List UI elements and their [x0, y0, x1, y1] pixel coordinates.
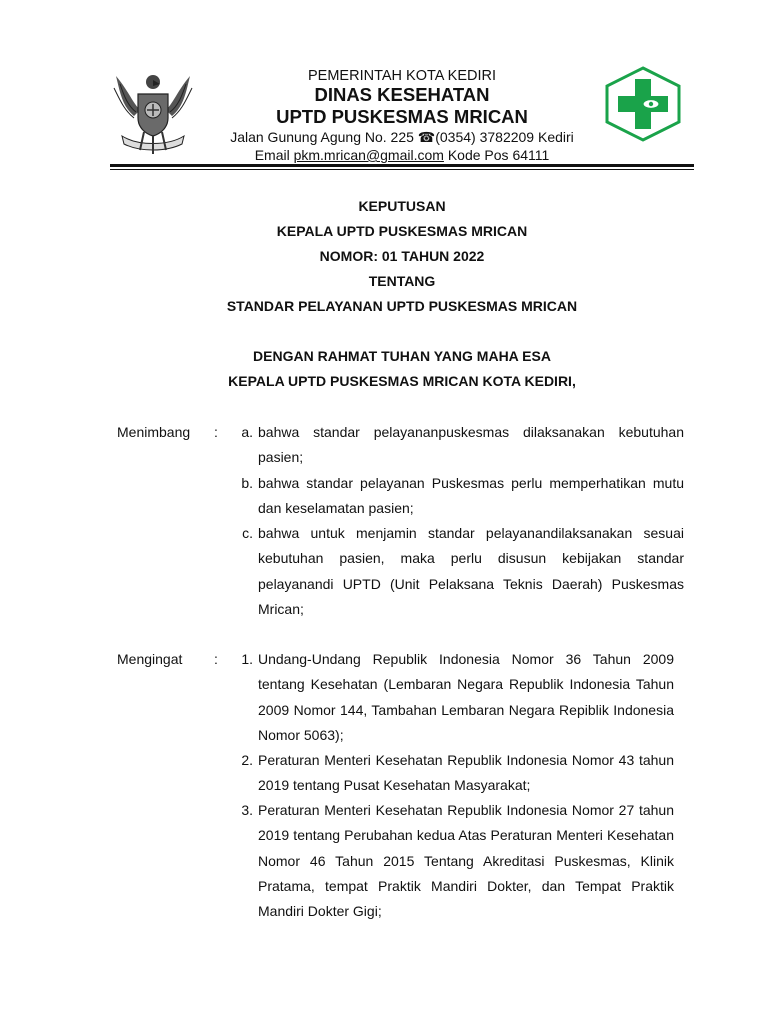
- puskesmas-cross-logo: [604, 66, 682, 142]
- list-marker: a.: [241, 424, 253, 440]
- list-item: Peraturan Menteri Kesehatan Republik Indonesia Nomor 43 tahun 2019 tentang Pusat Kesehatan Masyarakat;: [258, 752, 674, 794]
- city-crest-logo: [110, 66, 196, 156]
- government-line: PEMERINTAH KOTA KEDIRI: [308, 68, 496, 84]
- invocation: DENGAN RAHMAT TUHAN YANG MAHA ESA: [253, 348, 551, 364]
- decree-subject: STANDAR PELAYANAN UPTD PUSKESMAS MRICAN: [226, 298, 578, 314]
- section-label-menimbang: Menimbang: [117, 424, 191, 440]
- agency-line: DINAS KESEHATAN: [314, 84, 490, 105]
- list-marker: 2.: [241, 752, 253, 768]
- about-heading: TENTANG: [368, 273, 436, 289]
- list-item: bahwa standar pelayanan Puskesmas perlu memperhatikan mutu dan keselamatan pasien;: [258, 475, 684, 517]
- decree-number: NOMOR: 01 TAHUN 2022: [319, 248, 485, 264]
- list-item: Peraturan Menteri Kesehatan Republik Indonesia Nomor 27 tahun 2019 tentang Perubahan kedua Atas Peraturan Menteri Kesehatan Nomor 46 Tahun 2015 Tentang Akreditasi Puskesmas, Klinik Pratama, tempat Praktik Mandiri Dokter, dan Tempat Praktik Mandiri Dokter Gigi;: [258, 802, 674, 920]
- list-item: bahwa standar pelayananpuskesmas dilaksanakan kebutuhan pasien;: [258, 424, 684, 466]
- list-marker: 3.: [241, 802, 253, 818]
- unit-line: UPTD PUSKESMAS MRICAN: [276, 106, 528, 127]
- issuer: KEPALA UPTD PUSKESMAS MRICAN: [276, 223, 528, 239]
- section-label-mengingat: Mengingat: [117, 651, 183, 667]
- email-link[interactable]: pkm.mrican@gmail.com: [293, 147, 444, 163]
- document-type: KEPUTUSAN: [358, 198, 446, 214]
- section-colon: :: [214, 651, 218, 667]
- list-marker: c.: [242, 525, 253, 541]
- address-line: Jalan Gunung Agung No. 225 ☎(0354) 3782209 Kediri: [230, 129, 574, 145]
- letterhead-rule-thick: [110, 164, 694, 167]
- list-item: bahwa untuk menjamin standar pelayanandilaksanakan sesuai kebutuhan pasien, maka perlu disusun kebijakan standar pelayanandi UPTD (Unit Pelaksana Teknis Daerah) Puskesmas Mrican;: [258, 525, 684, 617]
- list-marker: 1.: [241, 651, 253, 667]
- section-colon: :: [214, 424, 218, 440]
- contact-line: [200, 146, 604, 164]
- letterhead: [200, 68, 604, 164]
- letterhead-rule-thin: [110, 169, 694, 170]
- email-label: Email: [254, 147, 290, 163]
- authority: KEPALA UPTD PUSKESMAS MRICAN KOTA KEDIRI,: [228, 373, 576, 389]
- postcode: Kode Pos 64111: [447, 147, 550, 163]
- list-item: Undang-Undang Republik Indonesia Nomor 36 Tahun 2009 tentang Kesehatan (Lembaran Negara Republik Indonesia Tahun 2009 Nomor 144, Tambahan Lembaran Negara Repiblik Indonesia Nomor 5063);: [258, 651, 674, 743]
- list-marker: b.: [241, 475, 253, 491]
